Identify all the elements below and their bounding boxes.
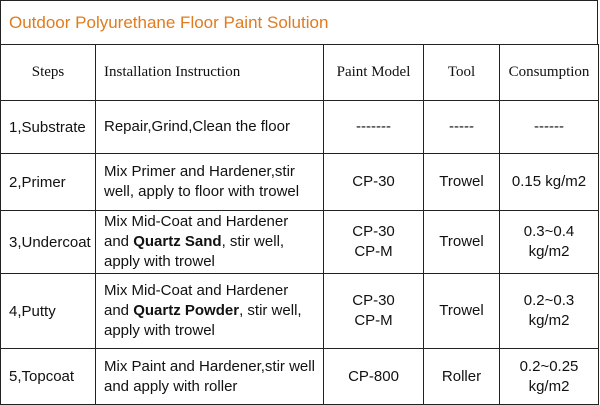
step-cell: 2,Primer xyxy=(1,154,96,211)
table-header-row xyxy=(1,45,599,101)
instruction-cell xyxy=(96,211,324,274)
tool-cell: Trowel xyxy=(424,274,500,349)
consumption-cell: 0.15 kg/m2 xyxy=(500,154,599,211)
step-cell: 1,Substrate xyxy=(1,101,96,154)
instruction-bold: Quartz Sand xyxy=(133,233,222,250)
instruction-text: Mix Mid-Coat and Hardener and xyxy=(104,213,289,250)
model-line: CP-800 xyxy=(348,367,399,385)
tool-cell: Trowel xyxy=(424,154,500,211)
model-line: ------- xyxy=(356,118,391,135)
consumption-cell: 0.2~0.3 kg/m2 xyxy=(500,274,599,349)
model-line: CP-30 xyxy=(352,223,395,240)
tool-cell: Trowel xyxy=(424,211,500,274)
instruction-cell xyxy=(96,349,324,405)
model-cell xyxy=(324,101,424,154)
model-cell xyxy=(324,274,424,349)
instruction-text: Mix Paint and Hardener,stir well and apply with roller xyxy=(104,357,315,395)
consumption-cell: 0.3~0.4 kg/m2 xyxy=(500,211,599,274)
model-line: CP-M xyxy=(354,312,393,329)
model-line: CP-30 xyxy=(352,292,395,309)
consumption-cell: ------ xyxy=(500,101,599,154)
table-row xyxy=(1,154,599,211)
installation-table xyxy=(0,44,599,405)
instruction-text: Mix Mid-Coat and Hardener and xyxy=(104,282,289,319)
instruction-text: , stir well, apply with trowel xyxy=(104,302,302,339)
instruction-bold: Quartz Powder xyxy=(133,302,240,319)
instruction-cell xyxy=(96,274,324,349)
header-model: Paint Model xyxy=(324,45,424,101)
page-title: Outdoor Polyurethane Floor Paint Solution xyxy=(0,0,598,44)
header-consumption: Consumption xyxy=(500,45,599,101)
instruction-cell xyxy=(96,101,324,154)
tool-cell: ----- xyxy=(424,101,500,154)
table-row xyxy=(1,349,599,405)
table-row xyxy=(1,211,599,274)
instruction-text: Repair,Grind,Clean the floor xyxy=(104,118,290,135)
model-cell xyxy=(324,211,424,274)
model-cell xyxy=(324,349,424,405)
model-line: CP-M xyxy=(354,243,393,260)
model-cell xyxy=(324,154,424,211)
model-line: CP-30 xyxy=(352,173,395,190)
step-cell: 3,Undercoat xyxy=(1,211,96,274)
instruction-text: Mix Primer and Hardener,stir well, apply to floor with trowel xyxy=(104,163,300,200)
step-cell: 5,Topcoat xyxy=(1,349,96,405)
tool-cell: Roller xyxy=(424,349,500,405)
consumption-cell: 0.2~0.25 kg/m2 xyxy=(500,349,599,405)
header-steps: Steps xyxy=(1,45,96,101)
table-row xyxy=(1,101,599,154)
step-cell: 4,Putty xyxy=(1,274,96,349)
instruction-text: , stir well, apply with trowel xyxy=(104,233,285,270)
header-tool: Tool xyxy=(424,45,500,101)
table-row xyxy=(1,274,599,349)
instruction-cell xyxy=(96,154,324,211)
header-instruction: Installation Instruction xyxy=(96,45,324,101)
